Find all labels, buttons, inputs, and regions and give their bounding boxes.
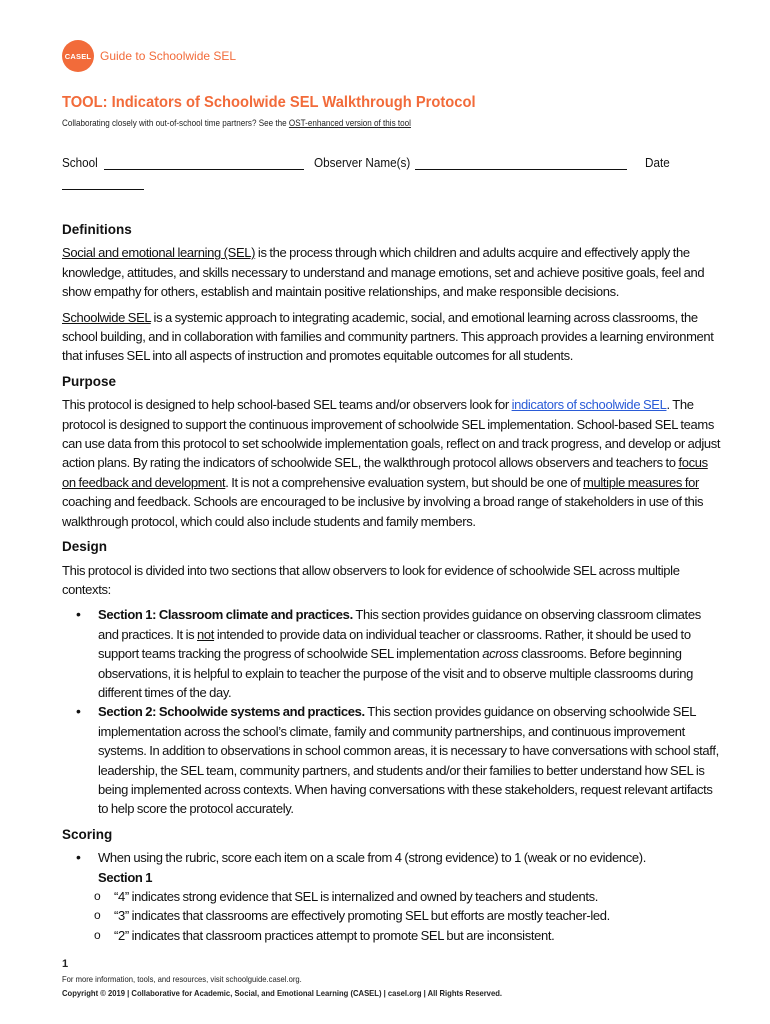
document-body: [62, 214, 722, 945]
section-2-text: This section provides guidance on observing schoolwide SEL implementation across the school’s climate, family and community partnerships, and continuous improvement systems. In addition to observations in school common areas, it is necessary to have conversations with school staff, leadership, the SEL team, community partners, and students and/or their families to better understand how SEL is being implemented across contexts. When having conversations with these stakeholders, request relevant artifacts to help score the protocol accurately.: [98, 704, 719, 817]
purpose-underline-2: multiple measures for: [583, 474, 699, 490]
score-levels: [94, 887, 722, 945]
design-intro: This protocol is divided into two sections that allow observers to look for evidence of schoolwide SEL across multiple contexts:: [62, 562, 680, 597]
sel-definition: [62, 243, 722, 301]
section-1-text-c: classrooms. Before beginning observations, it is helpful to explain to teacher the purpose of the visit and to observe multiple classrooms during different times of the day.: [98, 646, 693, 700]
date-label: Date: [644, 155, 670, 170]
list-item: [76, 702, 722, 818]
observer-field[interactable]: [415, 156, 627, 170]
section-1-not: not: [197, 626, 215, 642]
design-heading: Design: [62, 539, 108, 555]
schoolwide-sel-definition: [62, 308, 722, 366]
page-number: 1: [62, 958, 69, 970]
subtitle: [62, 118, 411, 128]
indicators-link[interactable]: indicators of schoolwide SEL: [511, 397, 667, 413]
purpose-text-2: . The protocol is designed to support the continuous improvement of schoolwide SEL implementation. School-based SEL teams can use data from this protocol to set schoolwide implementation goals, reflect on and track progress, and develop or adjust action plans. By rating the indicators of schoolwide SEL, the walkthrough protocol allows observers and teachers to: [62, 397, 721, 471]
purpose-text-1: This protocol is designed to help school-based SEL teams and/or observers look for: [62, 397, 512, 413]
definitions-heading: Definitions: [62, 222, 132, 237]
scoring-heading: Scoring: [62, 826, 113, 842]
sel-term: Social and emotional learning (SEL): [62, 245, 256, 261]
purpose-heading: Purpose: [62, 373, 117, 389]
purpose-text-4: coaching and feedback. Schools are encouraged to be inclusive by involving a broad range of stakeholders in use of this walkthrough protocol, which could also include students and family members.: [62, 494, 704, 529]
section-1-label: Section 1: [98, 869, 153, 885]
header: [62, 40, 236, 72]
purpose-underline-1: focus on feedback and development: [62, 455, 708, 490]
date-field[interactable]: [62, 176, 144, 190]
purpose-paragraph: [62, 395, 722, 531]
observer-label: Observer Name(s): [313, 155, 410, 170]
section-1-text-b: intended to provide data on individual teacher or classrooms. Rather, it should be used to support teams tracking the progress of schoolwide SEL implementation: [98, 626, 691, 662]
list-item: o “4” indicates strong evidence that SEL is internalized and owned by teachers and students.: [94, 887, 722, 906]
subtitle-text: Collaborating closely with out-of-school time partners? See the: [62, 118, 289, 128]
schoolwide-sel-term: Schoolwide SEL: [62, 309, 151, 325]
copyright: Copyright © 2019 | Collaborative for Academic, Social, and Emotional Learning (CASEL) | casel.org | All Rights Reserved.: [62, 988, 503, 998]
page-title: TOOL: Indicators of Schoolwide SEL Walkthrough Protocol: [62, 94, 476, 111]
school-label: School: [62, 155, 98, 170]
purpose-text-3: . It is not a comprehensive evaluation system, but should be one of: [225, 474, 584, 490]
school-field[interactable]: [104, 156, 304, 170]
list-item: o “2” indicates that classroom practices attempt to promote SEL but are inconsistent.: [94, 926, 722, 945]
ost-version-link[interactable]: OST-enhanced version of this tool: [288, 118, 411, 128]
sel-text: is the process through which children and adults acquire and effectively apply the knowledge, attitudes, and skills necessary to understand and manage emotions, set and achieve positive goals, feel and show empathy for others, establish and maintain positive relationships, and make responsible decisions.: [62, 245, 705, 300]
section-1-text-a: This section provides guidance on observing classroom climates and practices. It is: [98, 607, 701, 642]
list-item: [76, 848, 722, 887]
guide-link[interactable]: Guide to Schoolwide SEL: [100, 49, 237, 63]
form-fields: [62, 152, 722, 190]
section-1-title: Section 1: Classroom climate and practices.: [98, 607, 353, 623]
list-item: o “3” indicates that classrooms are effectively promoting SEL but efforts are mostly teacher-led.: [94, 906, 722, 925]
scoring-list: [76, 848, 722, 887]
scoring-bullet-text: When using the rubric, score each item on a scale from 4 (strong evidence) to 1 (weak or no evidence).: [98, 850, 647, 866]
design-list: [76, 605, 722, 818]
footer: [62, 958, 551, 998]
list-item: [76, 605, 722, 702]
schoolwide-sel-text: is a systemic approach to integrating academic, social, and emotional learning across classrooms, the school building, and in collaboration with families and community partners. This approach provides a learning environment that infuses SEL into all aspects of instruction and promotes equitable outcomes for all students.: [62, 309, 714, 364]
section-1-across: across: [482, 646, 519, 662]
footer-info: For more information, tools, and resources, visit schoolguide.casel.org.: [62, 974, 302, 984]
section-2-title: Section 2: Schoolwide systems and practices.: [98, 704, 365, 720]
casel-logo[interactable]: CASEL: [62, 40, 94, 72]
